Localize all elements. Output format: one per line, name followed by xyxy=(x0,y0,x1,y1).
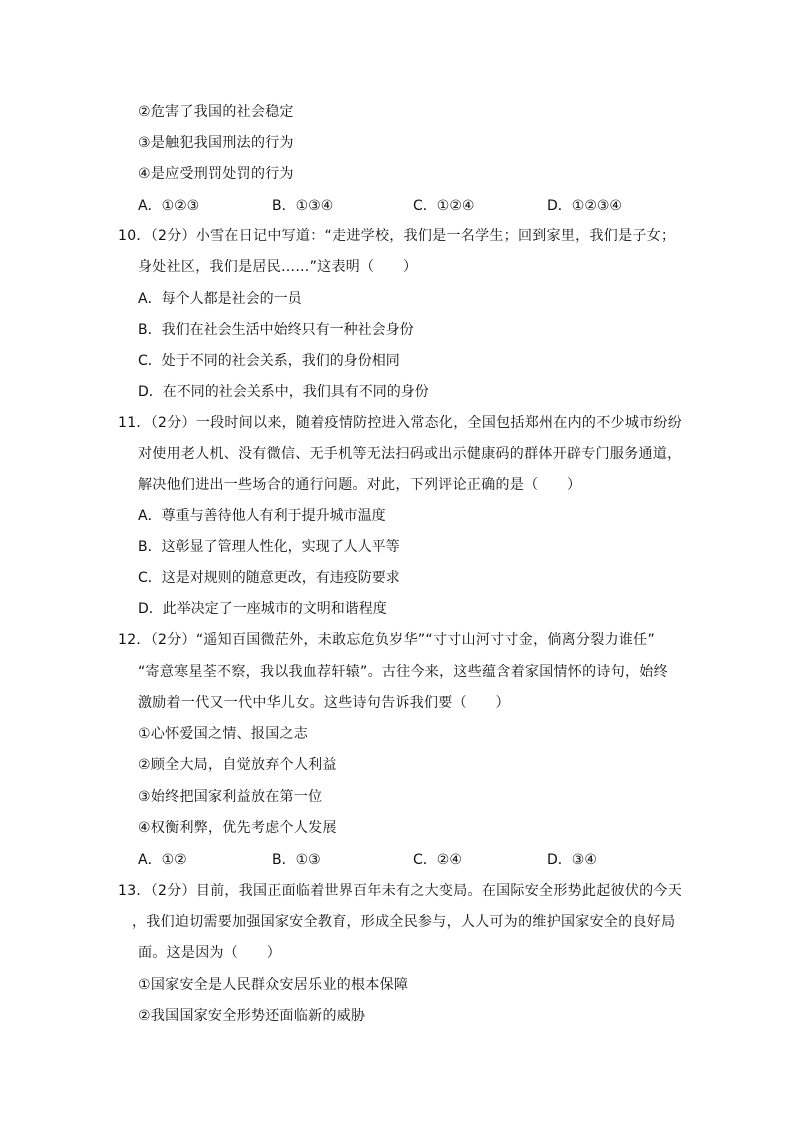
q13-stem-line-3: 面。这是因为（ ） xyxy=(138,945,281,961)
q12-stem-line-2: “寄意寒星荃不察，我以我血荐轩辕”。古往今来，这些蕴含着家国情怀的诗句，始终 xyxy=(138,664,668,680)
q12-item-3: ③始终把国家利益放在第一位 xyxy=(138,789,323,805)
q13-item-1: ①国家安全是人民群众安居乐业的根本保障 xyxy=(138,977,409,993)
q13-item-2: ②我国国家安全形势还面临新的威胁 xyxy=(138,1008,366,1024)
q10-stem-line-1: 10．（2分）小雪在日记中写道：“走进学校，我们是一名学生；回到家里，我们是子女； xyxy=(118,228,676,244)
q12-option-d[interactable]: D．③④ xyxy=(547,852,597,868)
q9-item-4: ④是应受刑罚处罚的行为 xyxy=(138,166,294,182)
q10-option-b[interactable]: B．我们在社会生活中始终只有一种社会身份 xyxy=(138,322,414,338)
q9-option-b[interactable]: B．①③④ xyxy=(272,198,334,214)
q10-option-d[interactable]: D．在不同的社会关系中，我们具有不同的身份 xyxy=(138,384,429,400)
q11-option-b[interactable]: B．这彰显了管理人性化，实现了人人平等 xyxy=(138,539,400,555)
q9-option-a[interactable]: A．①②③ xyxy=(138,198,200,214)
q11-stem-line-2: 对使用老人机、没有微信、无手机等无法扫码或出示健康码的群体开辟专门服务通道， xyxy=(138,446,682,462)
q12-item-1: ①心怀爱国之情、报国之志 xyxy=(138,726,309,742)
q12-item-4: ④权衡利弊，优先考虑个人发展 xyxy=(138,820,337,836)
q9-item-2: ②危害了我国的社会稳定 xyxy=(138,104,294,120)
q10-stem-line-2: 身处社区，我们是居民……”这表明（ ） xyxy=(138,259,418,275)
q11-option-a[interactable]: A．尊重与善待他人有利于提升城市温度 xyxy=(138,508,386,524)
q13-stem-line-1: 13．（2分）目前，我国正面临着世界百年未有之大变局。在国际安全形势此起彼伏的今天 xyxy=(118,883,683,899)
q9-option-d[interactable]: D．①②③④ xyxy=(547,198,622,214)
q13-stem-line-2: ，我们迫切需要加强国家安全教育，形成全民参与，人人可为的维护国家安全的良好局 xyxy=(132,914,676,930)
q11-option-c[interactable]: C．这是对规则的随意更改，有违疫防要求 xyxy=(138,570,400,586)
q12-item-2: ②顾全大局，自觉放弃个人利益 xyxy=(138,757,337,773)
q12-stem-line-3: 激励着一代又一代中华儿女。这些诗句告诉我们要（ ） xyxy=(138,695,510,711)
q9-item-3: ③是触犯我国刑法的行为 xyxy=(138,135,294,151)
q11-stem-line-1: 11．（2分）一段时间以来，随着疫情防控进入常态化，全国包括郑州在内的不少城市纷纷 xyxy=(118,415,683,431)
q12-option-b[interactable]: B．①③ xyxy=(272,852,321,868)
q10-option-a[interactable]: A．每个人都是社会的一员 xyxy=(138,291,302,307)
q11-option-d[interactable]: D．此举决定了一座城市的文明和谐程度 xyxy=(138,601,387,617)
q12-option-c[interactable]: C．②④ xyxy=(413,852,462,868)
q9-option-c[interactable]: C．①②④ xyxy=(413,198,475,214)
q12-option-a[interactable]: A．①② xyxy=(138,852,187,868)
q11-stem-line-3: 解决他们进出一些场合的通行问题。对此，下列评论正确的是（ ） xyxy=(138,477,582,493)
q12-stem-line-1: 12．（2分）“遥知百国微茫外，未敢忘危负岁华”“寸寸山河寸寸金，倘离分裂力谁任” xyxy=(118,632,656,648)
q10-option-c[interactable]: C．处于不同的社会关系，我们的身份相同 xyxy=(138,353,400,369)
